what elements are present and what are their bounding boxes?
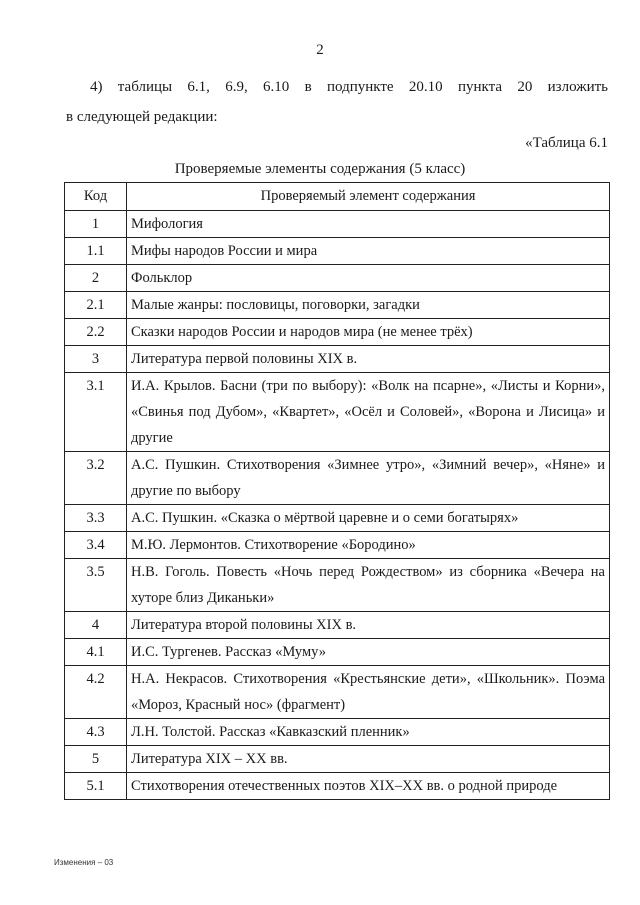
table-row	[65, 346, 610, 373]
table-row	[65, 265, 610, 292]
table-row	[65, 319, 610, 346]
row-code: 3.2	[65, 452, 127, 505]
row-element: И.А. Крылов. Басни (три по выбору): «Волк на псарне», «Листы и Корни», «Свинья под Дубом», «Квартет», «Осёл и Соловей», «Ворона и Лисица» и другие	[127, 373, 610, 452]
intro-line-2: в следующей редакции:	[66, 109, 218, 125]
row-element: Литература второй половины XIX в.	[127, 612, 610, 639]
row-element: А.С. Пушкин. Стихотворения «Зимнее утро», «Зимний вечер», «Няне» и другие по выбору	[127, 452, 610, 505]
row-code: 5.1	[65, 773, 127, 800]
table-row	[65, 532, 610, 559]
table-row	[65, 666, 610, 719]
table-row	[65, 639, 610, 666]
table-row	[65, 505, 610, 532]
row-element: Стихотворения отечественных поэтов XIX–XX вв. о родной природе	[127, 773, 610, 800]
row-code: 2	[65, 265, 127, 292]
page-number: 2	[316, 42, 324, 58]
row-element: Н.В. Гоголь. Повесть «Ночь перед Рождеством» из сборника «Вечера на хуторе близ Диканьки»	[127, 559, 610, 612]
row-element: Литература первой половины XIX в.	[127, 346, 610, 373]
row-code: 1.1	[65, 238, 127, 265]
row-element: Мифы народов России и мира	[127, 238, 610, 265]
table-title: Проверяемые элементы содержания (5 класс)	[174, 161, 466, 177]
table-row	[65, 452, 610, 505]
row-code: 1	[65, 211, 127, 238]
table-row	[65, 773, 610, 800]
row-code: 3	[65, 346, 127, 373]
row-element: И.С. Тургенев. Рассказ «Муму»	[127, 639, 610, 666]
table-row	[65, 719, 610, 746]
row-element: А.С. Пушкин. «Сказка о мёртвой царевне и о семи богатырях»	[127, 505, 610, 532]
row-code: 4	[65, 612, 127, 639]
row-code: 4.3	[65, 719, 127, 746]
table-row	[65, 211, 610, 238]
row-code: 3.3	[65, 505, 127, 532]
row-code: 4.2	[65, 666, 127, 719]
content-elements-table	[64, 182, 610, 800]
row-element: Л.Н. Толстой. Рассказ «Кавказский пленник»	[127, 719, 610, 746]
row-code: 3.1	[65, 373, 127, 452]
table-row	[65, 612, 610, 639]
row-code: 2.2	[65, 319, 127, 346]
table-row	[65, 559, 610, 612]
row-element: Сказки народов России и народов мира (не менее трёх)	[127, 319, 610, 346]
table-label: «Таблица 6.1	[525, 135, 608, 151]
intro-line-1: 4) таблицы 6.1, 6.9, 6.10 в подпункте 20.10 пункта 20 изложить	[90, 79, 608, 95]
row-element: Малые жанры: пословицы, поговорки, загадки	[127, 292, 610, 319]
table-row	[65, 238, 610, 265]
table-row	[65, 746, 610, 773]
row-code: 4.1	[65, 639, 127, 666]
table-header-row	[65, 183, 610, 211]
row-element: М.Ю. Лермонтов. Стихотворение «Бородино»	[127, 532, 610, 559]
row-element: Н.А. Некрасов. Стихотворения «Крестьянские дети», «Школьник». Поэма «Мороз, Красный нос» (фрагмент)	[127, 666, 610, 719]
row-code: 5	[65, 746, 127, 773]
row-element: Мифология	[127, 211, 610, 238]
row-code: 3.4	[65, 532, 127, 559]
row-element: Литература XIX – XX вв.	[127, 746, 610, 773]
header-code: Код	[65, 183, 127, 211]
footer-revision-note: Изменения – 03	[54, 858, 114, 867]
table-row	[65, 373, 610, 452]
table-row	[65, 292, 610, 319]
row-element: Фольклор	[127, 265, 610, 292]
header-element: Проверяемый элемент содержания	[127, 183, 610, 211]
row-code: 3.5	[65, 559, 127, 612]
row-code: 2.1	[65, 292, 127, 319]
